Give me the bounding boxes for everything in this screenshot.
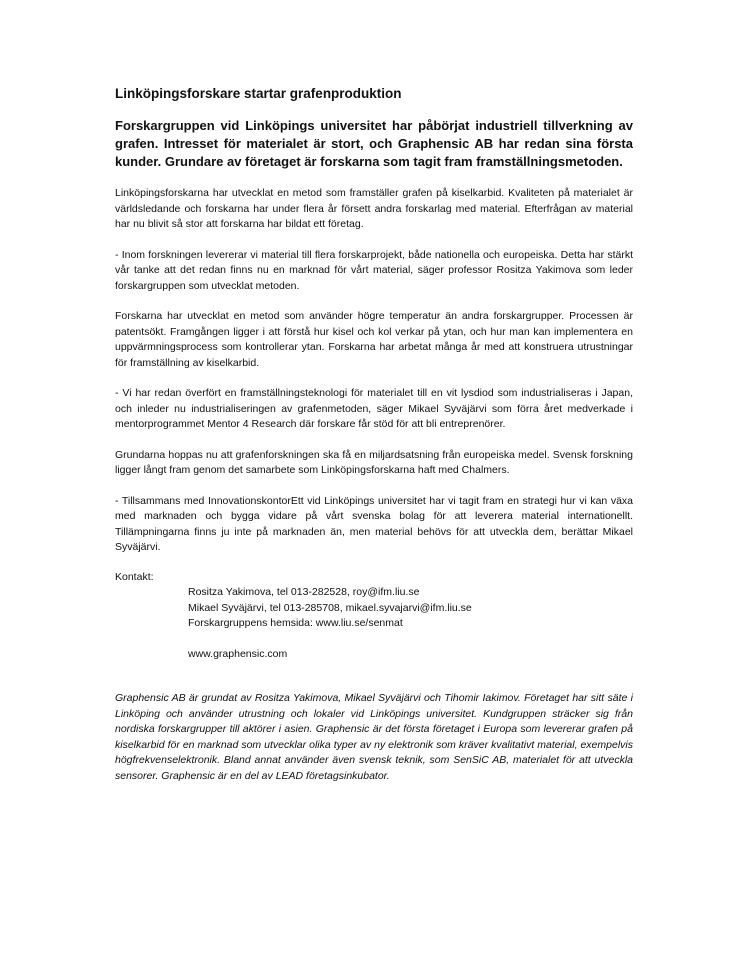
body-paragraph-3: Forskarna har utvecklat en metod som använder högre temperatur än andra forskargrupper. Processen är patentsökt. Framgången ligger i att förstå hur kisel och kol verkar på ytan, och hur man kan implementera en uppvärmningsprocess som kontrollerar ytan. Forskarna har arbetat många år med att konstruera utrustningar för framställning av kiselkarbid. [115,310,633,369]
contact-group-website: Forskargruppens hemsida: www.liu.se/senmat [188,617,403,629]
contact-section [115,570,633,663]
contact-syvajarvi: Mikael Syväjärvi, tel 013-285708, mikael.syvajarvi@ifm.liu.se [188,601,472,614]
body-paragraph-1: Linköpingsforskarna har utvecklat en metod som framställer grafen på kiselkarbid. Kvaliteten på materialet är världsledande och forskarna har under flera år försett andra forskarlag med material. Efterfrågan av material har nu blivit så stor att forskarna har bildat ett företag. [115,187,633,230]
lead-paragraph: Forskargruppen vid Linköpings universitet har påbörjat industriell tillverkning av grafen. Intresset för materialet är stort, och Graphensic AB har redan sina första kunder. Grundare av företaget är forskarna som tagit fram framställningsmetoden. [115,118,633,169]
contact-yakimova: Rositza Yakimova, tel 013-282528, roy@ifm.liu.se [188,586,420,598]
page-title: Linköpingsforskare startar grafenproduktion [115,86,402,101]
body-paragraph-2: - Inom forskningen levererar vi material till flera forskarprojekt, både nationella och europeiska. Detta har stärkt vår tanke att det redan finns nu en marknad för vårt material, säger professor Rositza Yakimova som leder forskargruppen som utvecklat metoden. [115,248,633,292]
contact-list [188,585,633,632]
contact-label: Kontakt: [115,570,154,583]
company-website: www.graphensic.com [188,647,288,660]
body-paragraph-6: - Tillsammans med InnovationskontorEtt vid Linköpings universitet har vi tagit fram en strategi hur vi kan växa med marknaden och bygga vidare på vårt svenska bolag för att leverera material internationellt. Tillämpningarna finns ju inte på marknaden än, men material behövs för att utveckla dem, berättar Mikael Syväjärvi. [115,494,633,553]
document-page [115,85,633,784]
company-boilerplate: Graphensic AB är grundat av Rositza Yakimova, Mikael Syväjärvi och Tihomir Iakimov. Företaget har sitt säte i Linköping och använder utrustning och lokaler vid Linköpings universitet. Kundgruppen sträcker sig från nordiska forskargrupper till aktörer i asien. Graphensic är det första företaget i Europa som levererar grafen på kiselkarbid för en marknad som utvecklar olika typer av ny elektronik som kräver kvalitativt material, exempelvis högfrekvenselektronik. Bland annat använder även svensk teknik, som SenSiC AB, materialet för att utveckla sensorer. Graphensic är en del av LEAD företagsinkubator. [115,692,633,782]
body-paragraph-5: Grundarna hoppas nu att grafenforskningen ska få en miljardsatsning från europeiska medel. Svensk forskning ligger långt fram genom det samarbete som Linköpingsforskarna haft med Chalmers. [115,448,633,476]
body-paragraph-4: - Vi har redan överfört en framställningsteknologi för materialet till en vit lysdiod som industrialiseras i Japan, och inleder nu industrialiseringen av grafenmetoden, säger Mikael Syväjärvi som förra året medverkade i mentorprogrammet Mentor 4 Research där forskare får stöd för att bli entreprenörer. [115,387,633,430]
